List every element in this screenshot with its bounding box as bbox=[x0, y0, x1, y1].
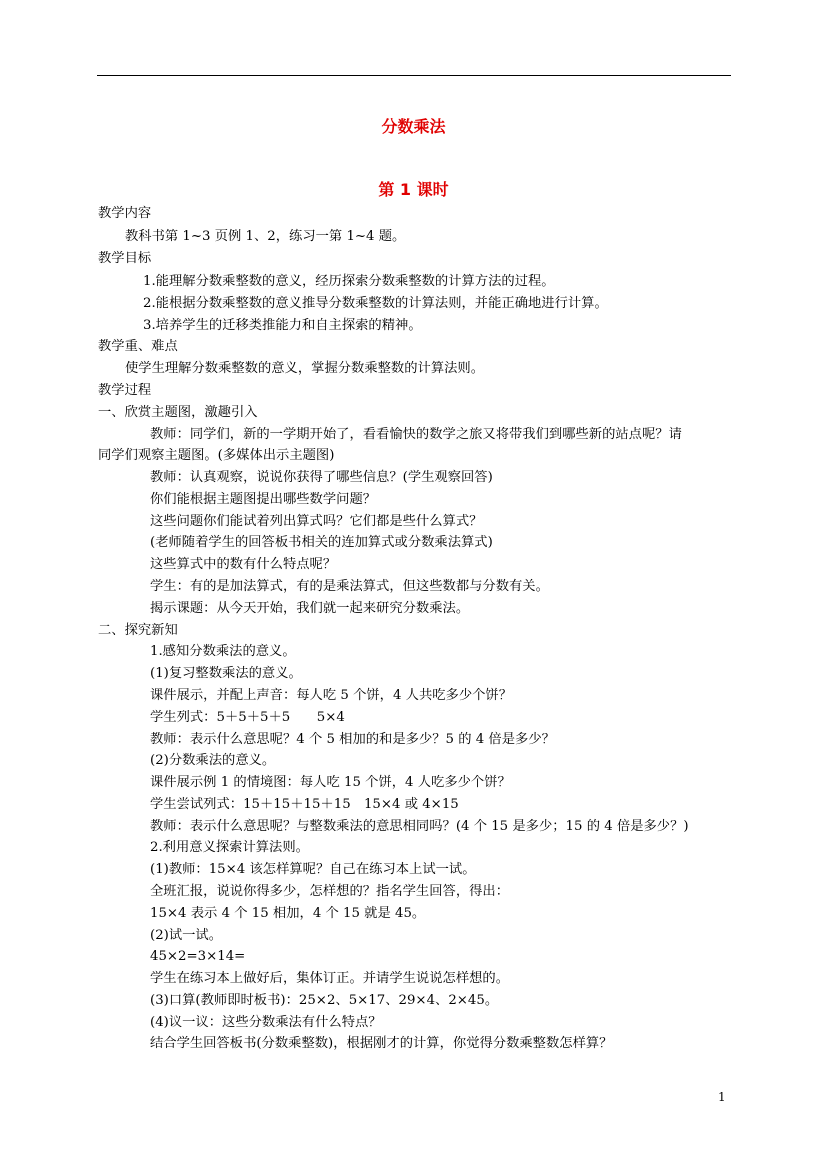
paragraph-line: (1)教师：15×4 该怎样算呢？自己在练习本上试一试。 bbox=[150, 862, 476, 877]
paragraph-line: 课件展示，并配上声音：每人吃 5 个饼，4 人共吃多少个饼？ bbox=[150, 688, 513, 703]
paragraph-line: 课件展示例 1 的情境图：每人吃 15 个饼，4 人吃多少个饼？ bbox=[150, 775, 511, 790]
paragraph-line: 教师：表示什么意思呢？4 个 5 相加的和是多少？5 的 4 倍是多少？ bbox=[150, 732, 555, 747]
paragraph-line: 2.能根据分数乘整数的意义推导分数乘整数的计算法则，并能正确地进行计算。 bbox=[143, 296, 608, 311]
paragraph-line: 1.感知分数乘法的意义。 bbox=[150, 644, 296, 659]
paragraph-line: 学生列式：5＋5＋5＋5 5×4 bbox=[150, 710, 345, 725]
doc-title: 分数乘法 bbox=[381, 117, 446, 136]
section-heading: 二、探究新知 bbox=[98, 623, 178, 638]
page-number: 1 bbox=[718, 1090, 726, 1104]
paragraph-line: 教师：表示什么意思呢？与整数乘法的意思相同吗？(4 个 15 是多少；15 的 4 倍是多少？) bbox=[150, 819, 689, 834]
paragraph-line: 揭示课题：从今天开始，我们就一起来研究分数乘法。 bbox=[150, 601, 470, 616]
section-heading: 一、欣赏主题图，激趣引入 bbox=[98, 405, 258, 420]
paragraph-line: 教师：认真观察，说说你获得了哪些信息？(学生观察回答) bbox=[150, 470, 493, 485]
paragraph-line: (4)议一议：这些分数乘法有什么特点？ bbox=[150, 1015, 382, 1030]
doc-subtitle: 第 1 课时 bbox=[378, 180, 449, 199]
paragraph-line: 1.能理解分数乘整数的意义，经历探索分数乘整数的计算方法的过程。 bbox=[143, 274, 555, 289]
section-heading: 教学过程 bbox=[98, 383, 152, 398]
paragraph-line: (3)口算(教师即时板书)：25×2、5×17、29×4、2×45。 bbox=[150, 993, 499, 1008]
paragraph-line: 2.利用意义探索计算法则。 bbox=[150, 840, 309, 855]
paragraph-line: 全班汇报，说说你得多少，怎样想的？指名学生回答，得出： bbox=[150, 884, 510, 899]
paragraph-line: 结合学生回答板书(分数乘整数)，根据刚才的计算，你觉得分数乘整数怎样算？ bbox=[150, 1036, 613, 1051]
paragraph-line: (2)分数乘法的意义。 bbox=[150, 753, 276, 768]
paragraph-line: 45×2=3×14= bbox=[150, 949, 246, 964]
paragraph-line: 学生：有的是加法算式，有的是乘法算式，但这些数都与分数有关。 bbox=[150, 579, 549, 594]
paragraph-line: 你们能根据主题图提出哪些数学问题？ bbox=[150, 492, 377, 507]
paragraph-line: 这些算式中的数有什么特点呢？ bbox=[150, 557, 337, 572]
paragraph-line: 15×4 表示 4 个 15 相加，4 个 15 就是 45。 bbox=[150, 906, 426, 921]
paragraph-line: 这些问题你们能试着列出算式吗？它们都是些什么算式？ bbox=[150, 514, 483, 529]
paragraph-line: (1)复习整数乘法的意义。 bbox=[150, 666, 302, 681]
paragraph-line: 同学们观察主题图。(多媒体出示主题图) bbox=[98, 448, 335, 463]
paragraph-line: 教师：同学们，新的一学期开始了，看看愉快的数学之旅又将带我们到哪些新的站点呢？请 bbox=[150, 427, 682, 442]
header-rule bbox=[97, 75, 731, 76]
paragraph-line: 学生尝试列式：15＋15＋15＋15 15×4 或 4×15 bbox=[150, 797, 459, 812]
paragraph-line: 教科书第 1~3 页例 1、2，练习一第 1~4 题。 bbox=[125, 229, 406, 244]
paragraph-line: (2)试一试。 bbox=[150, 928, 223, 943]
paragraph-line: 使学生理解分数乘整数的意义，掌握分数乘整数的计算法则。 bbox=[125, 361, 485, 376]
paragraph-line: 学生在练习本上做好后，集体订正。并请学生说说怎样想的。 bbox=[150, 971, 510, 986]
paragraph-line: 3.培养学生的迁移类推能力和自主探索的精神。 bbox=[143, 318, 422, 333]
paragraph-line: (老师随着学生的回答板书相关的连加算式或分数乘法算式) bbox=[150, 535, 493, 550]
section-heading: 教学目标 bbox=[98, 251, 152, 266]
section-heading: 教学内容 bbox=[98, 206, 152, 221]
section-heading: 教学重、难点 bbox=[98, 339, 178, 354]
